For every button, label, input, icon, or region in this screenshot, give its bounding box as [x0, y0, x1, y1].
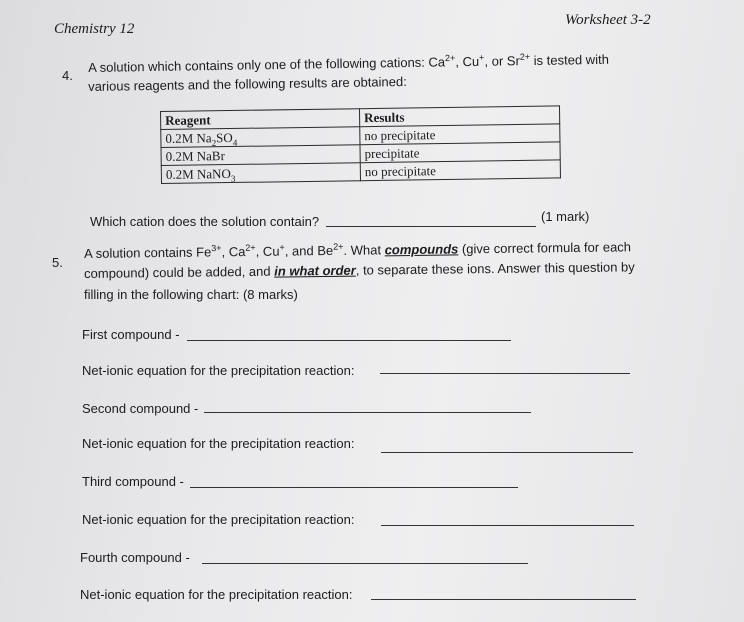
q4-marks: (1 mark) — [541, 209, 590, 224]
q4-answer-line[interactable] — [326, 226, 536, 227]
second-compound-label: Second compound - — [82, 401, 199, 416]
net-ionic-label-3: Net-ionic equation for the precipitation reaction: — [82, 512, 355, 527]
order-emphasis: in what order — [274, 262, 356, 279]
q4-line2: various reagents and the following results are obtained: — [88, 73, 407, 94]
col-results: Results — [359, 106, 559, 127]
third-compound-line[interactable] — [190, 487, 518, 488]
compounds-emphasis: compounds — [384, 241, 459, 258]
worksheet-title: Worksheet 3-2 — [565, 12, 651, 28]
result-cell: precipitate — [360, 142, 560, 163]
result-cell: no precipitate — [360, 124, 560, 145]
reagent-cell: 0.2M $Na_2SO_4$ — [161, 127, 360, 148]
q4-question: Which cation does the solution contain? — [90, 214, 320, 229]
first-compound-label: First compound - — [82, 327, 180, 342]
result-cell: no precipitate — [360, 160, 560, 181]
course-title: Chemistry 12 — [54, 21, 135, 37]
net-ionic-line-3[interactable] — [381, 525, 634, 526]
net-ionic-label-2: Net-ionic equation for the precipitation reaction: — [82, 436, 355, 451]
third-compound-label: Third compound - — [82, 474, 184, 489]
col-reagent: Reagent — [161, 109, 360, 130]
fourth-compound-line[interactable] — [202, 563, 528, 564]
q4-number: 4. — [62, 68, 73, 83]
fourth-compound-label: Fourth compound - — [80, 550, 190, 565]
first-compound-line[interactable] — [187, 340, 511, 341]
reagent-cell: 0.2M NaNO$_3$ — [161, 163, 360, 184]
net-ionic-line-4[interactable] — [371, 599, 636, 600]
q5-line1: A solution contains $Fe^{3+}$, $Ca^{2+}$, Cu+, and $Be^{2+}$. What compounds (give correct formula for each — [84, 239, 632, 261]
q5-number: 5. — [52, 255, 63, 270]
net-ionic-label-1: Net-ionic equation for the precipitation reaction: — [82, 363, 355, 378]
net-ionic-line-2[interactable] — [381, 452, 633, 453]
q5-line3: filling in the following chart: (8 marks) — [84, 287, 298, 302]
q4-line1: A solution which contains only one of the following cations: $Ca^{2+}$, Cu+, or $Sr^{2+}$ is tested with — [88, 51, 609, 75]
q5-line2: compound) could be added, and in what order, to separate these ions. Answer this question by — [84, 259, 635, 281]
results-table — [160, 105, 561, 184]
net-ionic-label-4: Net-ionic equation for the precipitation reaction: — [80, 587, 353, 602]
second-compound-line[interactable] — [204, 412, 531, 413]
net-ionic-line-1[interactable] — [380, 373, 630, 374]
reagent-cell: 0.2M NaBr — [161, 145, 360, 166]
